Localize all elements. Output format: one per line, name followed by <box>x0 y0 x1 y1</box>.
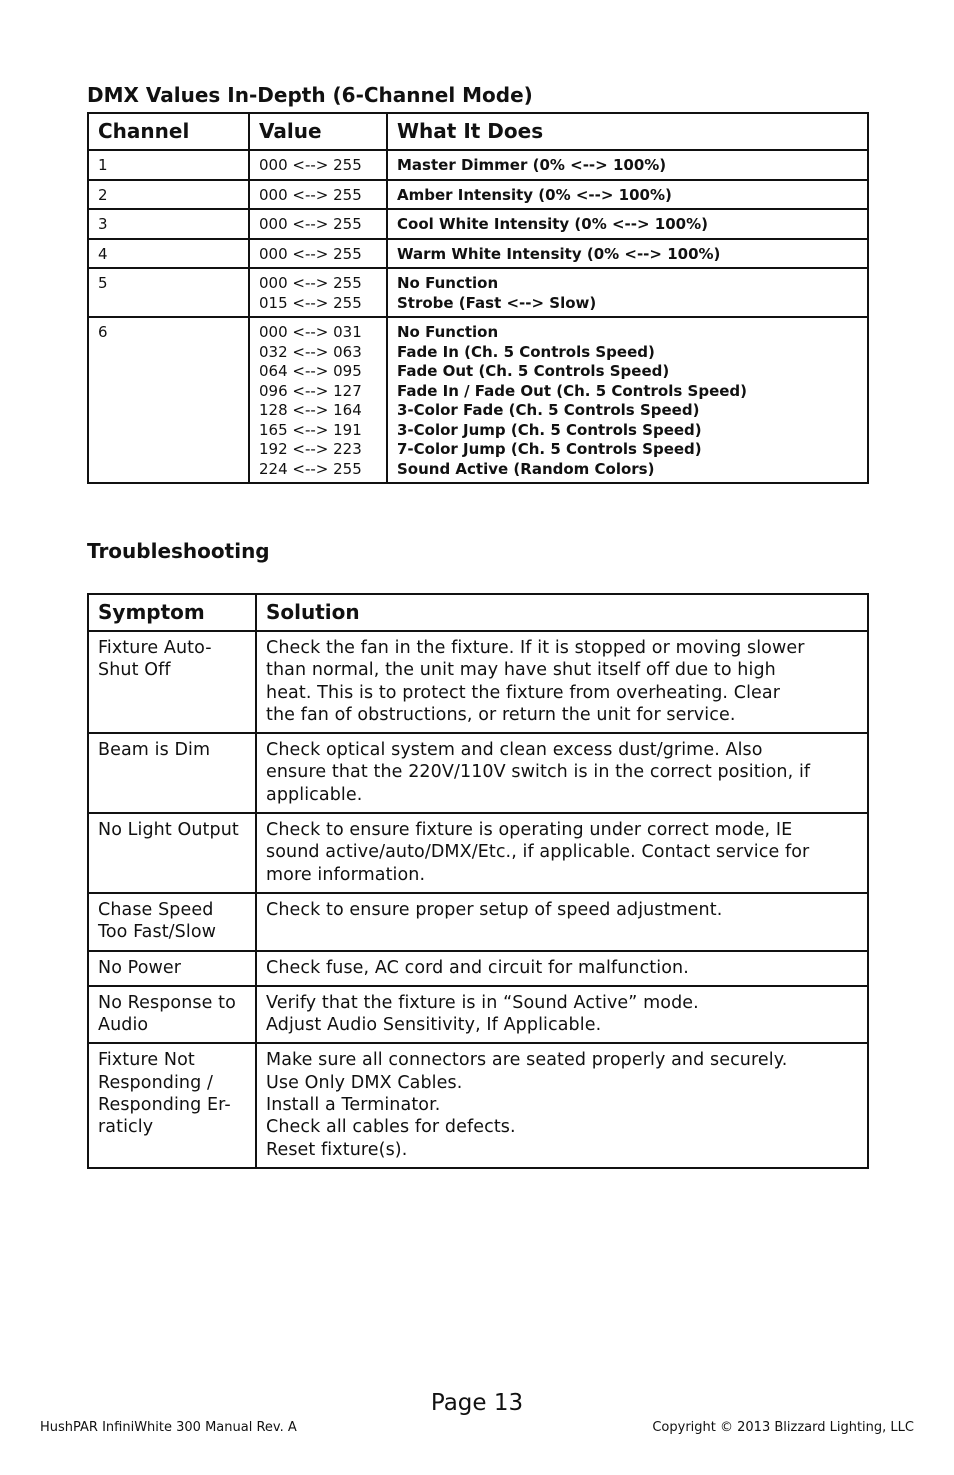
dmx-table <box>87 112 869 484</box>
value-range: 032 <--> 063 <box>259 342 362 361</box>
function-description: Strobe (Fast <--> Slow) <box>397 293 597 312</box>
value-range: 128 <--> 164 <box>259 401 362 419</box>
table-row <box>88 180 868 210</box>
symptom-cell <box>88 1043 256 1167</box>
troubleshooting-section-title: Troubleshooting <box>87 539 270 563</box>
table-row <box>88 893 868 951</box>
channel-cell: 4 <box>88 239 249 269</box>
symptom-header: Symptom <box>88 594 256 631</box>
solution-cell <box>256 893 868 951</box>
dmx-header-row <box>88 113 868 150</box>
function-description: No Function <box>397 274 499 292</box>
solution-cell <box>256 631 868 733</box>
value-range: 000 <--> 031 <box>259 323 362 341</box>
page-number: Page 13 <box>430 1390 524 1416</box>
function-header: What It Does <box>387 113 868 150</box>
table-row <box>88 268 868 317</box>
function-cell <box>387 180 868 210</box>
function-cell <box>387 268 868 317</box>
value-header: Value <box>249 113 387 150</box>
solution-text: applicable. <box>266 784 363 805</box>
value-range: 224 <--> 255 <box>259 459 362 478</box>
function-cell <box>387 150 868 180</box>
value-cell <box>249 209 387 239</box>
table-row <box>88 209 868 239</box>
channel-cell: 1 <box>88 150 249 180</box>
function-description: Amber Intensity (0% <--> 100%) <box>397 185 672 204</box>
value-range: 064 <--> 095 <box>259 362 362 380</box>
channel-cell: 2 <box>88 180 249 210</box>
function-description: Fade Out (Ch. 5 Controls Speed) <box>397 362 670 380</box>
symptom-text: Responding / <box>98 1072 213 1093</box>
symptom-cell <box>88 986 256 1044</box>
value-range: 000 <--> 255 <box>259 274 362 292</box>
solution-text: ensure that the 220V/110V switch is in the correct position, if <box>266 762 811 783</box>
troubleshooting-header-row <box>88 594 868 631</box>
symptom-text: No Response to <box>98 992 236 1013</box>
solution-text: Verify that the fixture is in “Sound Active” mode. <box>266 992 699 1013</box>
function-cell <box>387 209 868 239</box>
solution-text: Install a Terminator. <box>266 1095 441 1116</box>
function-cell <box>387 239 868 269</box>
function-description: No Function <box>397 323 499 341</box>
solution-cell <box>256 733 868 813</box>
value-range: 015 <--> 255 <box>259 293 362 312</box>
symptom-text: Too Fast/Slow <box>98 922 217 943</box>
symptom-text: Shut Off <box>98 660 171 681</box>
solution-cell <box>256 813 868 893</box>
function-description: Master Dimmer (0% <--> 100%) <box>397 156 667 174</box>
symptom-text: No Light Output <box>98 820 239 841</box>
table-row <box>88 631 868 733</box>
troubleshooting-table <box>87 593 869 1169</box>
solution-text: Check the fan in the fixture. If it is stopped or moving slower <box>266 638 805 658</box>
function-description: Sound Active (Random Colors) <box>397 459 655 478</box>
symptom-cell <box>88 631 256 733</box>
table-row <box>88 150 868 180</box>
solution-text: more information. <box>266 864 426 885</box>
solution-cell <box>256 1043 868 1167</box>
footer-manual-title: HushPAR InfiniWhite 300 Manual Rev. A <box>40 1420 297 1435</box>
function-description: 7-Color Jump (Ch. 5 Controls Speed) <box>397 440 702 458</box>
footer-copyright: Copyright © 2013 Blizzard Lighting, LLC <box>652 1420 914 1435</box>
solution-text: Make sure all connectors are seated properly and securely. <box>266 1050 788 1071</box>
symptom-text: Chase Speed <box>98 899 214 920</box>
channel-cell: 5 <box>88 268 249 317</box>
value-cell <box>249 150 387 180</box>
table-row <box>88 317 868 483</box>
solution-text: Adjust Audio Sensitivity, If Applicable. <box>266 1015 602 1036</box>
solution-text: heat. This is to protect the fixture from overheating. Clear <box>266 682 781 703</box>
solution-cell <box>256 951 868 986</box>
function-description: Warm White Intensity (0% <--> 100%) <box>397 244 721 263</box>
value-cell <box>249 317 387 483</box>
symptom-text: Fixture Not <box>98 1050 195 1071</box>
value-range: 165 <--> 191 <box>259 420 362 439</box>
solution-text: than normal, the unit may have shut itself off due to high <box>266 660 776 681</box>
solution-text: Check to ensure fixture is operating under correct mode, IE <box>266 820 793 841</box>
value-range: 000 <--> 255 <box>259 156 362 174</box>
symptom-cell <box>88 813 256 893</box>
value-range: 192 <--> 223 <box>259 440 362 458</box>
symptom-cell <box>88 733 256 813</box>
value-cell <box>249 268 387 317</box>
symptom-text: No Power <box>98 957 182 978</box>
value-range: 096 <--> 127 <box>259 381 362 400</box>
solution-text: Reset fixture(s). <box>266 1139 408 1160</box>
symptom-text: Beam is Dim <box>98 740 211 761</box>
channel-cell: 6 <box>88 317 249 483</box>
symptom-cell <box>88 951 256 986</box>
solution-text: sound active/auto/DMX/Etc., if applicable. Contact service for <box>266 842 810 863</box>
solution-header: Solution <box>256 594 868 631</box>
value-range: 000 <--> 255 <box>259 185 362 204</box>
value-cell <box>249 239 387 269</box>
table-row <box>88 951 868 986</box>
function-description: 3-Color Fade (Ch. 5 Controls Speed) <box>397 401 700 419</box>
solution-text: Check fuse, AC cord and circuit for malfunction. <box>266 957 689 978</box>
table-row <box>88 1043 868 1167</box>
solution-text: Check optical system and clean excess dust/grime. Also <box>266 740 763 761</box>
value-range: 000 <--> 255 <box>259 244 362 263</box>
value-range: 000 <--> 255 <box>259 215 362 233</box>
function-cell <box>387 317 868 483</box>
solution-text: Use Only DMX Cables. <box>266 1072 463 1093</box>
solution-text: Check all cables for defects. <box>266 1117 516 1138</box>
symptom-text: Audio <box>98 1015 149 1036</box>
dmx-section-title: DMX Values In-Depth (6-Channel Mode) <box>87 83 533 107</box>
symptom-text: raticly <box>98 1117 154 1138</box>
table-row <box>88 813 868 893</box>
symptom-cell <box>88 893 256 951</box>
table-row <box>88 986 868 1044</box>
channel-cell: 3 <box>88 209 249 239</box>
solution-text: the fan of obstructions, or return the unit for service. <box>266 704 736 725</box>
value-cell <box>249 180 387 210</box>
function-description: Fade In (Ch. 5 Controls Speed) <box>397 342 655 361</box>
table-row <box>88 239 868 269</box>
channel-header: Channel <box>88 113 249 150</box>
solution-cell <box>256 986 868 1044</box>
symptom-text: Fixture Auto- <box>98 638 212 658</box>
function-description: Fade In / Fade Out (Ch. 5 Controls Speed) <box>397 381 748 400</box>
function-description: Cool White Intensity (0% <--> 100%) <box>397 215 708 233</box>
function-description: 3-Color Jump (Ch. 5 Controls Speed) <box>397 420 702 439</box>
solution-text: Check to ensure proper setup of speed adjustment. <box>266 899 723 920</box>
symptom-text: Responding Er- <box>98 1095 231 1116</box>
table-row <box>88 733 868 813</box>
